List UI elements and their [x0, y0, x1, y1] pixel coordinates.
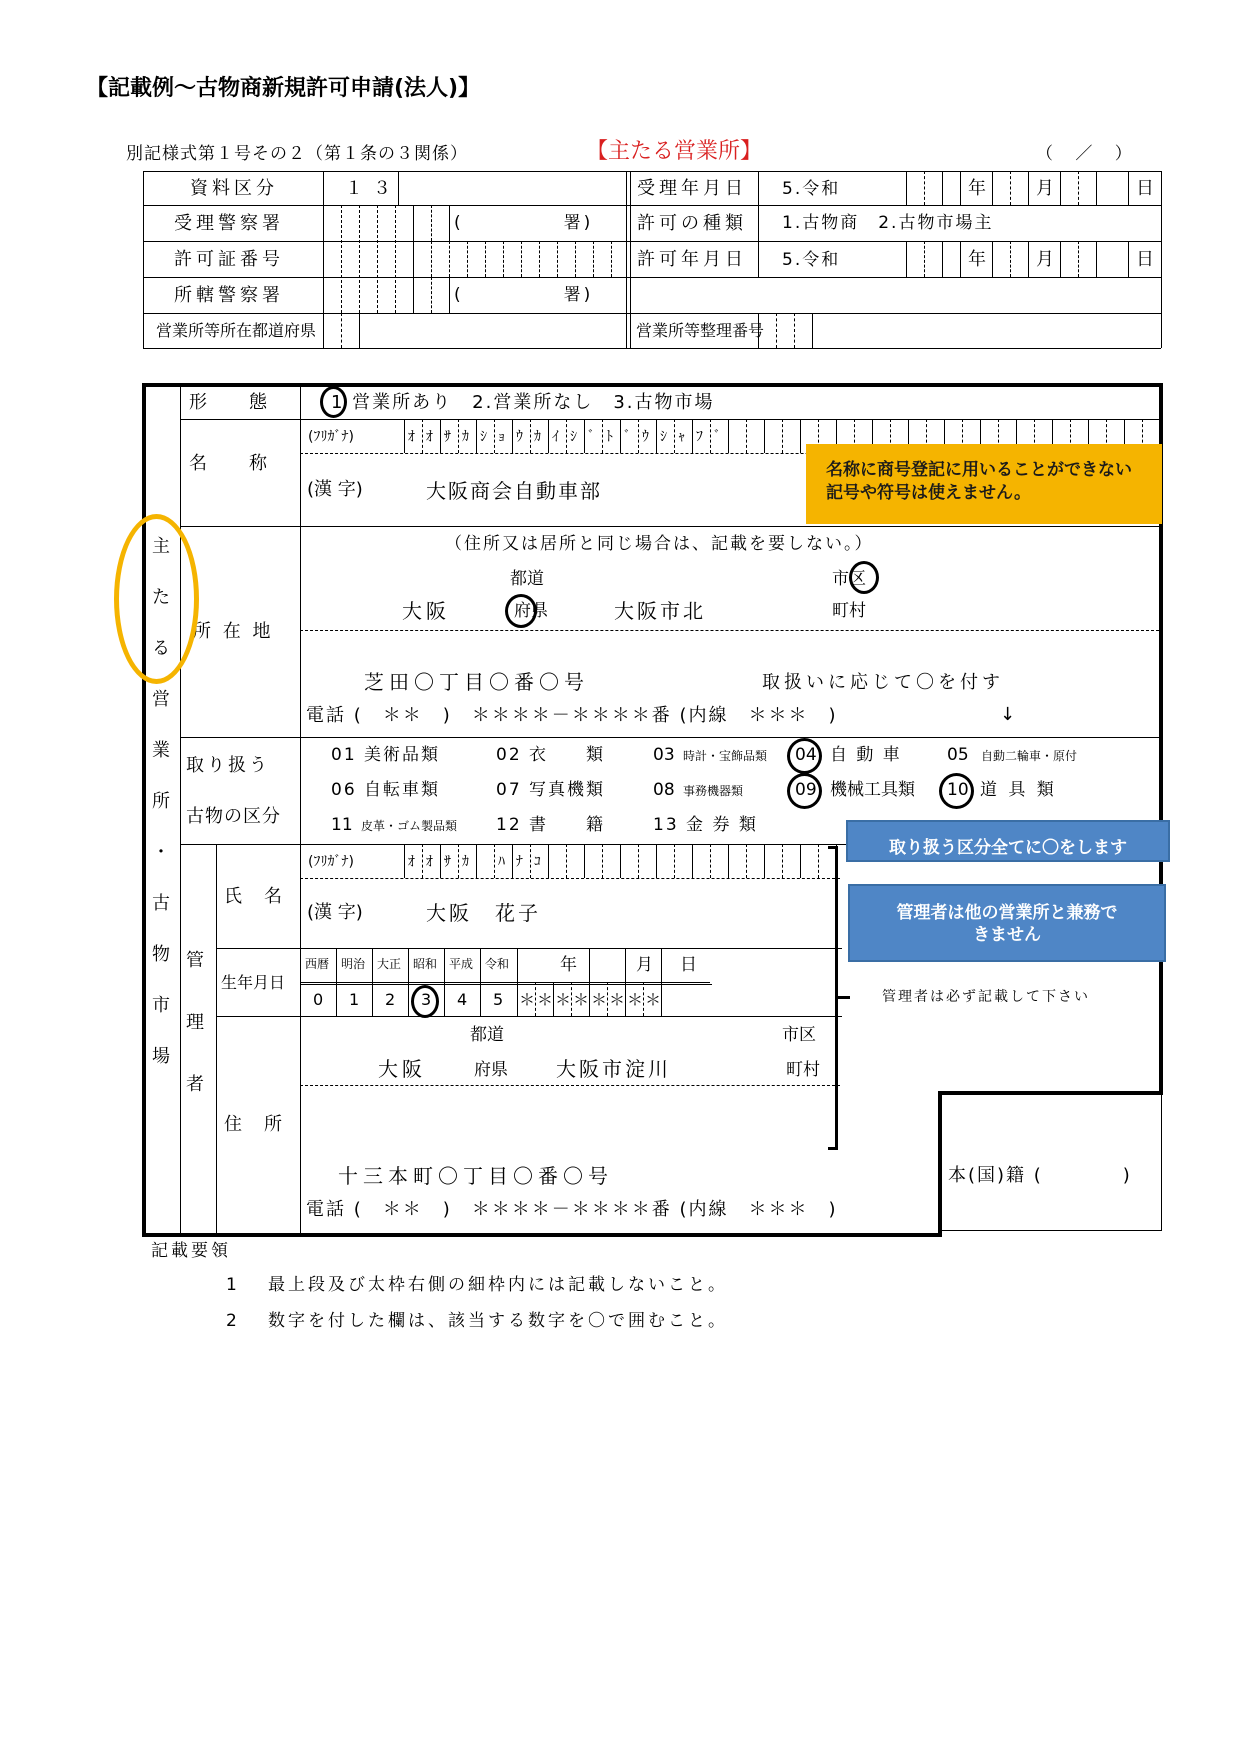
meisho-kanji-label: (漢 字) — [307, 479, 363, 500]
juri-keisatsusho-label: 受理警察署 — [174, 213, 284, 234]
era-number: 1 — [349, 990, 360, 1009]
ku-circle — [849, 561, 879, 594]
era-label: 令和 — [485, 957, 510, 971]
pref-name: 大阪 — [402, 599, 450, 623]
form-heading: 【主たる営業所】 — [586, 139, 763, 164]
side-label-char: 主 — [152, 536, 170, 557]
m-todo-label: 都道 — [470, 1025, 504, 1045]
kubun-08: 事務機器類 — [683, 784, 744, 798]
down-arrow-icon: ↓ — [1000, 704, 1016, 725]
kubun-03: 時計・宝飾品類 — [683, 749, 768, 763]
honseki: 本(国)籍 ( ) — [948, 1165, 1132, 1186]
side-label-char: 古 — [152, 893, 170, 914]
side-label-char: 所 — [152, 791, 170, 812]
side-label-char: 市 — [152, 995, 170, 1016]
era-number: 4 — [457, 990, 468, 1009]
era-label: 昭和 — [413, 957, 438, 971]
birth-star: ＊ — [609, 990, 626, 1009]
kanrisha-label-char: 理 — [186, 1012, 204, 1033]
shimei-kanji-value: 大阪 花子 — [426, 901, 541, 925]
kyoka-hi: 日 — [1136, 249, 1154, 270]
shozaichi-label: 所 在 地 — [193, 621, 274, 642]
kubun-10-circle — [939, 773, 974, 809]
kana-char: ﾅ — [516, 854, 523, 870]
kubun-label-2: 古物の区分 — [186, 806, 281, 827]
era-label: 平成 — [449, 957, 474, 971]
kubun-05-num: 05 — [947, 745, 969, 765]
shokatsu-keisatsusho-label: 所轄警察署 — [174, 285, 284, 306]
side-label-char: 場 — [152, 1046, 170, 1067]
juri-date-label: 受理年月日 — [637, 178, 747, 199]
instruction-1-number: 1 — [226, 1275, 237, 1295]
kyoka-shurui-label: 許可の種類 — [637, 213, 747, 234]
birth-star: ＊ — [573, 990, 590, 1009]
kana-char: ｵ — [408, 854, 415, 870]
kubun-10: 道 具 類 — [980, 780, 1057, 800]
m-shiku-label: 市区 — [782, 1025, 816, 1045]
kanrisha-label-char: 管 — [186, 950, 204, 971]
era-number: 5 — [493, 990, 504, 1009]
side-label-char: 物 — [152, 944, 170, 965]
birth-star: ＊ — [627, 990, 644, 1009]
kanrisha-bracket — [828, 846, 838, 1150]
kyoka-shurui-value: 1.古物商 2.古物市場主 — [782, 213, 994, 233]
kana-char: ｻ — [444, 429, 451, 445]
shiryo-kubun-label: 資料区分 — [190, 178, 278, 199]
m-city: 大阪市淀川 — [556, 1057, 671, 1081]
keitai-options: 1 営業所あり 2.営業所なし 3.古物市場 — [331, 392, 715, 413]
era-number: 2 — [385, 990, 396, 1009]
office-tel: 電話 ( ＊＊ ) ＊＊＊＊－＊＊＊＊番 (内線 ＊＊＊ ) — [306, 705, 838, 726]
kubun-04-num: 04 — [795, 745, 817, 765]
kyoka-nen: 年 — [968, 249, 986, 270]
showa-circle — [411, 985, 439, 1018]
kubun-03-num: 03 — [653, 745, 675, 765]
kubun-04: 自 動 車 — [830, 745, 902, 765]
kana-char: ｬ — [678, 429, 685, 445]
kana-char: ｵ — [408, 429, 415, 445]
instruction-2-number: 2 — [226, 1311, 237, 1331]
shokatsu-sho-suffix: ( 署) — [454, 285, 594, 305]
seiri-bango-label: 営業所等整理番号 — [636, 321, 765, 340]
m-street: 十三本町〇丁目〇番〇号 — [338, 1164, 613, 1188]
kana-char: ｲ — [552, 429, 559, 445]
kubun-11: 皮革・ゴム製品類 — [361, 819, 458, 833]
side-label-char: 営 — [152, 689, 170, 710]
kana-char: ｺ — [534, 854, 541, 870]
fu-circle — [505, 594, 537, 628]
kubun-05: 自動二輪車・原付 — [981, 749, 1078, 763]
instruction-1: 最上段及び太枠右側の細枠内には記載しないこと。 — [268, 1275, 728, 1295]
era-label: 大正 — [377, 957, 402, 971]
kana-char: ｻ — [444, 854, 451, 870]
city-name: 大阪市北 — [614, 599, 706, 623]
kana-char: ﾌ — [696, 429, 703, 445]
ymd-label: 日 — [680, 955, 697, 975]
kana-char: ｵ — [426, 854, 433, 870]
street-value: 芝田〇丁目〇番〇号 — [364, 670, 589, 694]
instructions-title: 記載要領 — [151, 1241, 231, 1261]
keitai-selected-circle — [320, 386, 347, 418]
kana-char: ｼ — [660, 429, 667, 445]
kubun-07: 07 写真機類 — [496, 780, 606, 800]
m-fuken-label: 府県 — [474, 1060, 508, 1080]
meisho-kanji-value: 大阪商会自動車部 — [426, 479, 602, 503]
era-number: 3 — [421, 990, 432, 1009]
kana-char: ﾞ — [624, 429, 631, 445]
kubun-11-num: 11 — [331, 815, 353, 835]
m-pref: 大阪 — [378, 1057, 426, 1081]
kana-char: ﾊ — [498, 854, 505, 870]
era-label: 明治 — [341, 957, 366, 971]
shiryo-kubun-value: １３ — [345, 178, 401, 199]
side-label-char: ・ — [152, 842, 170, 863]
kubun-09: 機械工具類 — [830, 780, 915, 800]
era-label: 西暦 — [305, 957, 330, 971]
callout-kenmu: 管理者は他の営業所と兼務できません — [848, 884, 1166, 962]
shiku-label: 市区 — [832, 569, 866, 589]
instruction-2: 数字を付した欄は、該当する数字を〇で囲むこと。 — [268, 1311, 728, 1331]
juri-date-era: 5.令和 — [782, 179, 841, 199]
kana-char: ｶ — [534, 429, 541, 445]
kubun-08-num: 08 — [653, 780, 675, 800]
shimei-furigana-label: (ﾌﾘｶﾞﾅ) — [308, 854, 354, 870]
kubun-01: 01 美術品類 — [331, 745, 441, 765]
callout-meisho: 名称に商号登記に用いることができない記号や符号は使えません。 — [806, 444, 1162, 524]
birth-star: ＊ — [537, 990, 554, 1009]
meisho-label: 名 称 — [189, 453, 269, 474]
meisho-furigana-label: (ﾌﾘｶﾞﾅ) — [308, 429, 354, 445]
form-number: 別記様式第１号その２（第１条の３関係） — [126, 144, 468, 164]
kana-char: ﾄ — [606, 429, 613, 445]
side-label-char: た — [152, 587, 170, 608]
shimei-label: 氏 名 — [224, 886, 284, 907]
kubun-06: 06 自転車類 — [331, 780, 441, 800]
birth-label: 生年月日 — [221, 973, 286, 992]
juri-sho-suffix: ( 署) — [454, 213, 594, 233]
kubun-label-1: 取り扱う — [186, 755, 270, 776]
kubun-09-circle — [787, 773, 822, 809]
era-number: 0 — [313, 990, 324, 1009]
kubun-09-num: 09 — [795, 780, 817, 800]
kana-char: ﾞ — [714, 429, 721, 445]
kana-char: ｳ — [516, 429, 523, 445]
juri-hi: 日 — [1136, 178, 1154, 199]
m-tel: 電話 ( ＊＊ ) ＊＊＊＊－＊＊＊＊番 (内線 ＊＊＊ ) — [306, 1199, 838, 1220]
page-title: 【記載例～古物商新規許可申請(法人)】 — [86, 76, 481, 101]
toriatsukai-note: 取扱いに応じて〇を付す — [762, 672, 1004, 693]
chouson-label: 町村 — [832, 601, 866, 621]
page-count-blank: （ ／ ） — [1036, 144, 1132, 164]
kana-char: ﾞ — [588, 429, 595, 445]
kana-char: ｼ — [480, 429, 487, 445]
shimei-kanji-label: (漢 字) — [307, 902, 363, 923]
birth-star: ＊ — [591, 990, 608, 1009]
callout-kubun: 取り扱う区分全てに〇をします — [846, 820, 1170, 862]
kana-char: ｳ — [642, 429, 649, 445]
kubun-02: 02 衣 類 — [496, 745, 606, 765]
side-label-char: 業 — [152, 740, 170, 761]
birth-star: ＊ — [555, 990, 572, 1009]
side-label-char: る — [152, 638, 170, 659]
side-label-highlight-circle — [114, 514, 199, 684]
kyoka-date-era: 5.令和 — [782, 250, 841, 270]
prefecture-label: 営業所等所在都道府県 — [156, 321, 317, 340]
fuken-label: 府県 — [514, 601, 548, 621]
address-note: （住所又は居所と同じ場合は、記載を要しない。） — [445, 534, 874, 554]
kana-char: ｮ — [498, 429, 505, 445]
kana-char: ｼ — [570, 429, 577, 445]
keitai-label: 形 態 — [189, 392, 269, 413]
kana-char: ｵ — [426, 429, 433, 445]
kanrisha-note: 管理者は必ず記載して下さい — [882, 989, 1090, 1005]
kyoka-date-label: 許可年月日 — [637, 249, 747, 270]
m-chouson-label: 町村 — [786, 1060, 820, 1080]
kana-char: ｶ — [462, 854, 469, 870]
kyoka-tsuki: 月 — [1036, 249, 1054, 270]
kubun-04-circle — [787, 738, 822, 774]
jusho-label: 住 所 — [224, 1114, 284, 1135]
kanrisha-label-char: 者 — [186, 1074, 204, 1095]
birth-star: ＊ — [645, 990, 662, 1009]
juri-nen: 年 — [968, 178, 986, 199]
kyokasho-bango-label: 許可証番号 — [174, 249, 284, 270]
birth-star: ＊ — [519, 990, 536, 1009]
kubun-12: 12 書 籍 — [496, 815, 606, 835]
kubun-10-num: 10 — [947, 780, 969, 800]
juri-tsuki: 月 — [1036, 178, 1054, 199]
kubun-13: 13 金 券 類 — [653, 815, 758, 835]
todo-label: 都道 — [510, 569, 544, 589]
kana-char: ｶ — [462, 429, 469, 445]
ymd-label: 月 — [636, 955, 653, 975]
ymd-label: 年 — [560, 955, 577, 975]
